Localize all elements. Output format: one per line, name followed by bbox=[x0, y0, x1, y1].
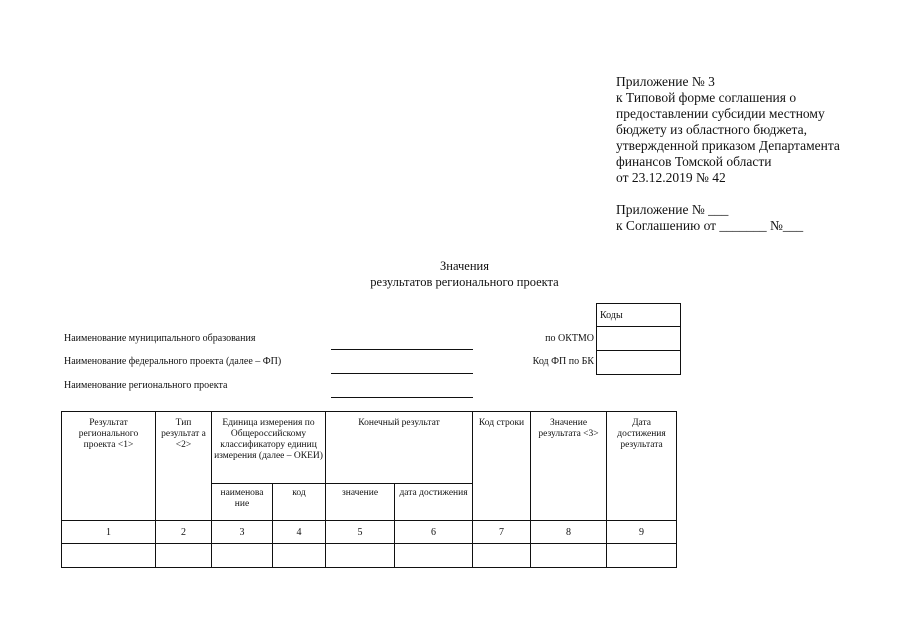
appendix-header-line: от 23.12.2019 № 42 bbox=[616, 170, 726, 185]
appendix-header bbox=[616, 74, 840, 186]
column-number: 6 bbox=[395, 521, 473, 544]
header-unit-name: наименова ние bbox=[212, 484, 273, 521]
appendix-header-line: предоставлении субсидии местному bbox=[616, 106, 825, 121]
data-cell[interactable] bbox=[531, 544, 607, 568]
column-number: 2 bbox=[156, 521, 212, 544]
data-cell[interactable] bbox=[326, 544, 395, 568]
oktmo-label: по ОКТМО bbox=[545, 333, 594, 344]
header-unit: Единица измерения по Общероссийскому классификатору единиц измерения (далее – ОКЕИ) bbox=[212, 412, 326, 484]
appendix-header-line: к Типовой форме соглашения о bbox=[616, 90, 797, 105]
oktmo-cell[interactable] bbox=[597, 327, 681, 351]
federal-project-label: Наименование федерального проекта (далее – ФП) bbox=[64, 356, 282, 367]
data-cell[interactable] bbox=[156, 544, 212, 568]
fp-code-cell[interactable] bbox=[597, 351, 681, 375]
municipal-label: Наименование муниципального образования bbox=[64, 333, 256, 344]
data-cell[interactable] bbox=[395, 544, 473, 568]
data-cell[interactable] bbox=[62, 544, 156, 568]
appendix-header-line: бюджету из областного бюджета, bbox=[616, 122, 807, 137]
column-number: 1 bbox=[62, 521, 156, 544]
header-result-value: Значение результата <3> bbox=[531, 412, 607, 521]
codes-header: Коды bbox=[597, 304, 681, 327]
results-table bbox=[61, 411, 677, 568]
agreement-header bbox=[616, 202, 803, 234]
data-cell[interactable] bbox=[273, 544, 326, 568]
data-cell[interactable] bbox=[212, 544, 273, 568]
codes-table bbox=[596, 303, 681, 375]
header-final-date: дата достижения bbox=[395, 484, 473, 521]
agreement-header-line: Приложение № ___ bbox=[616, 202, 729, 217]
agreement-header-line: к Соглашению от _______ №___ bbox=[616, 218, 804, 233]
header-result: Результат регионального проекта <1> bbox=[62, 412, 156, 521]
column-number: 7 bbox=[473, 521, 531, 544]
column-number: 9 bbox=[607, 521, 677, 544]
header-row-code: Код строки bbox=[473, 412, 531, 521]
data-cell[interactable] bbox=[607, 544, 677, 568]
document-subtitle: результатов регионального проекта bbox=[370, 275, 559, 289]
header-achievement-date: Дата достижения результата bbox=[607, 412, 677, 521]
header-final-result: Конечный результат bbox=[326, 412, 473, 484]
appendix-header-line: финансов Томской области bbox=[616, 154, 772, 169]
data-cell[interactable] bbox=[473, 544, 531, 568]
column-number: 8 bbox=[531, 521, 607, 544]
column-number: 5 bbox=[326, 521, 395, 544]
fp-code-label: Код ФП по БК bbox=[532, 356, 594, 367]
regional-project-label: Наименование регионального проекта bbox=[64, 380, 228, 391]
column-number: 3 bbox=[212, 521, 273, 544]
header-final-value: значение bbox=[326, 484, 395, 521]
appendix-header-line: утвержденной приказом Департамента bbox=[616, 138, 840, 153]
regional-project-input-line[interactable] bbox=[331, 397, 473, 398]
header-result-type: Тип результат а <2> bbox=[156, 412, 212, 521]
column-number: 4 bbox=[273, 521, 326, 544]
appendix-header-line: Приложение № 3 bbox=[616, 74, 715, 89]
document-title: Значения bbox=[440, 259, 489, 273]
table-row bbox=[62, 544, 677, 568]
municipal-input-line[interactable] bbox=[331, 349, 473, 350]
header-unit-code: код bbox=[273, 484, 326, 521]
federal-project-input-line[interactable] bbox=[331, 373, 473, 374]
